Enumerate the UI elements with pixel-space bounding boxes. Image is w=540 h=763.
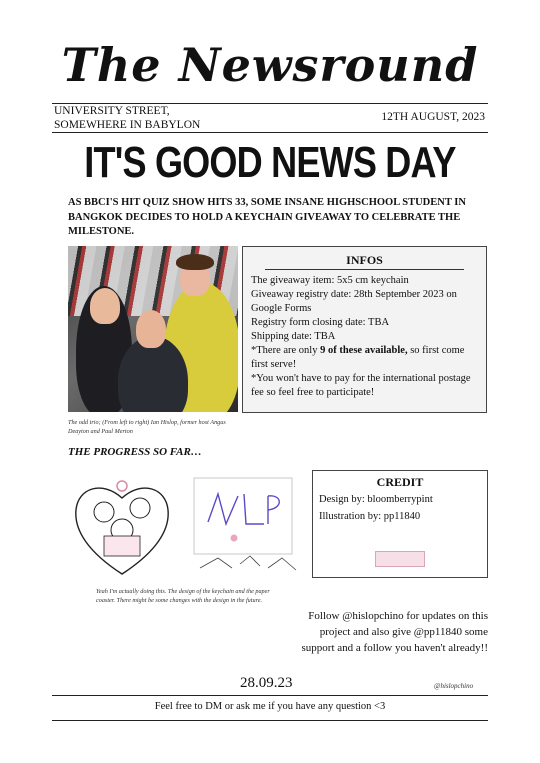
credit-illustration: Illustration by: pp11840 [319,511,421,522]
face-left [90,288,120,324]
masthead-title: The Newsround [61,38,479,92]
sketch-face-left [94,502,114,522]
coaster-sketch-frame [194,478,292,554]
event-date: 28.09.23 [240,675,293,691]
trio-photo [68,246,238,412]
location-line-1: UNIVERSITY STREET, [54,105,170,117]
keychain-illustration [68,472,308,584]
info-closing: Registry form closing date: TBA [251,317,390,328]
hair-right [176,254,214,270]
info-limited [251,344,478,372]
info-item: The giveaway item: 5x5 cm keychain [251,275,409,286]
sketch-paper [104,536,140,556]
footer-note: Feel free to DM or ask me if you have any question <3 [154,701,386,712]
location-line-2: SOMEWHERE IN BABYLON [54,119,201,131]
coaster-scribble [208,494,279,524]
dateline-location [54,104,200,132]
limited-bold: 9 of these available, [320,345,408,356]
credit-title: CREDIT [376,475,424,489]
info-registry: Giveaway registry date: 28th September 2023 on Google Forms [251,289,457,314]
sketch-face-right [130,498,150,518]
keychain-ring [117,481,127,491]
pink-dot [231,535,238,542]
desk-objects-sketch [200,556,296,570]
limited-suffix: so first come first serve! [251,345,465,370]
info-postage: *You won't have to pay for the international postage fee so feel free to participate! [251,373,471,398]
progress-heading: THE PROGRESS SO FAR… [68,446,202,458]
photo-caption: The odd trio; (From left to right) Ian Hislop, former host Angus Deayton and Paul Merton [68,419,226,435]
headline: IT'S GOOD NEWS DAY [84,138,456,187]
illustration-caption: Yeah I'm actually doing this. The design of the keychain and the paper coaster. There might be some changes with the design in the future. [96,588,270,604]
subhead: AS BBCI'S HIT QUIZ SHOW HITS 33, SOME INSANE HIGHSCHOOL STUDENT IN BANGKOK DECIDES TO HOLD A KEYCHAIN GIVEAWAY TO CELEBRATE THE MILESTONE. [68,197,466,237]
credit-box [312,470,488,578]
limited-prefix: *There are only [251,345,321,356]
author-handle: @hislopchino [434,682,474,690]
dateline-date: 12TH AUGUST, 2023 [381,111,485,123]
follow-note: Follow @hislopchino for updates on this project and also give @pp11840 some support and a follow you haven't already!! [301,610,488,654]
coaster-image [375,551,425,567]
credit-design: Design by: bloomberrypint [319,494,433,505]
footer-top-rule [52,695,488,696]
heart-keychain-sketch [76,488,168,574]
infos-box [242,246,487,413]
dateline-rule [52,132,488,133]
footer-bottom-rule [52,720,488,721]
infos-title: INFOS [265,253,464,270]
face-middle [136,310,166,348]
info-shipping: Shipping date: TBA [251,331,336,342]
